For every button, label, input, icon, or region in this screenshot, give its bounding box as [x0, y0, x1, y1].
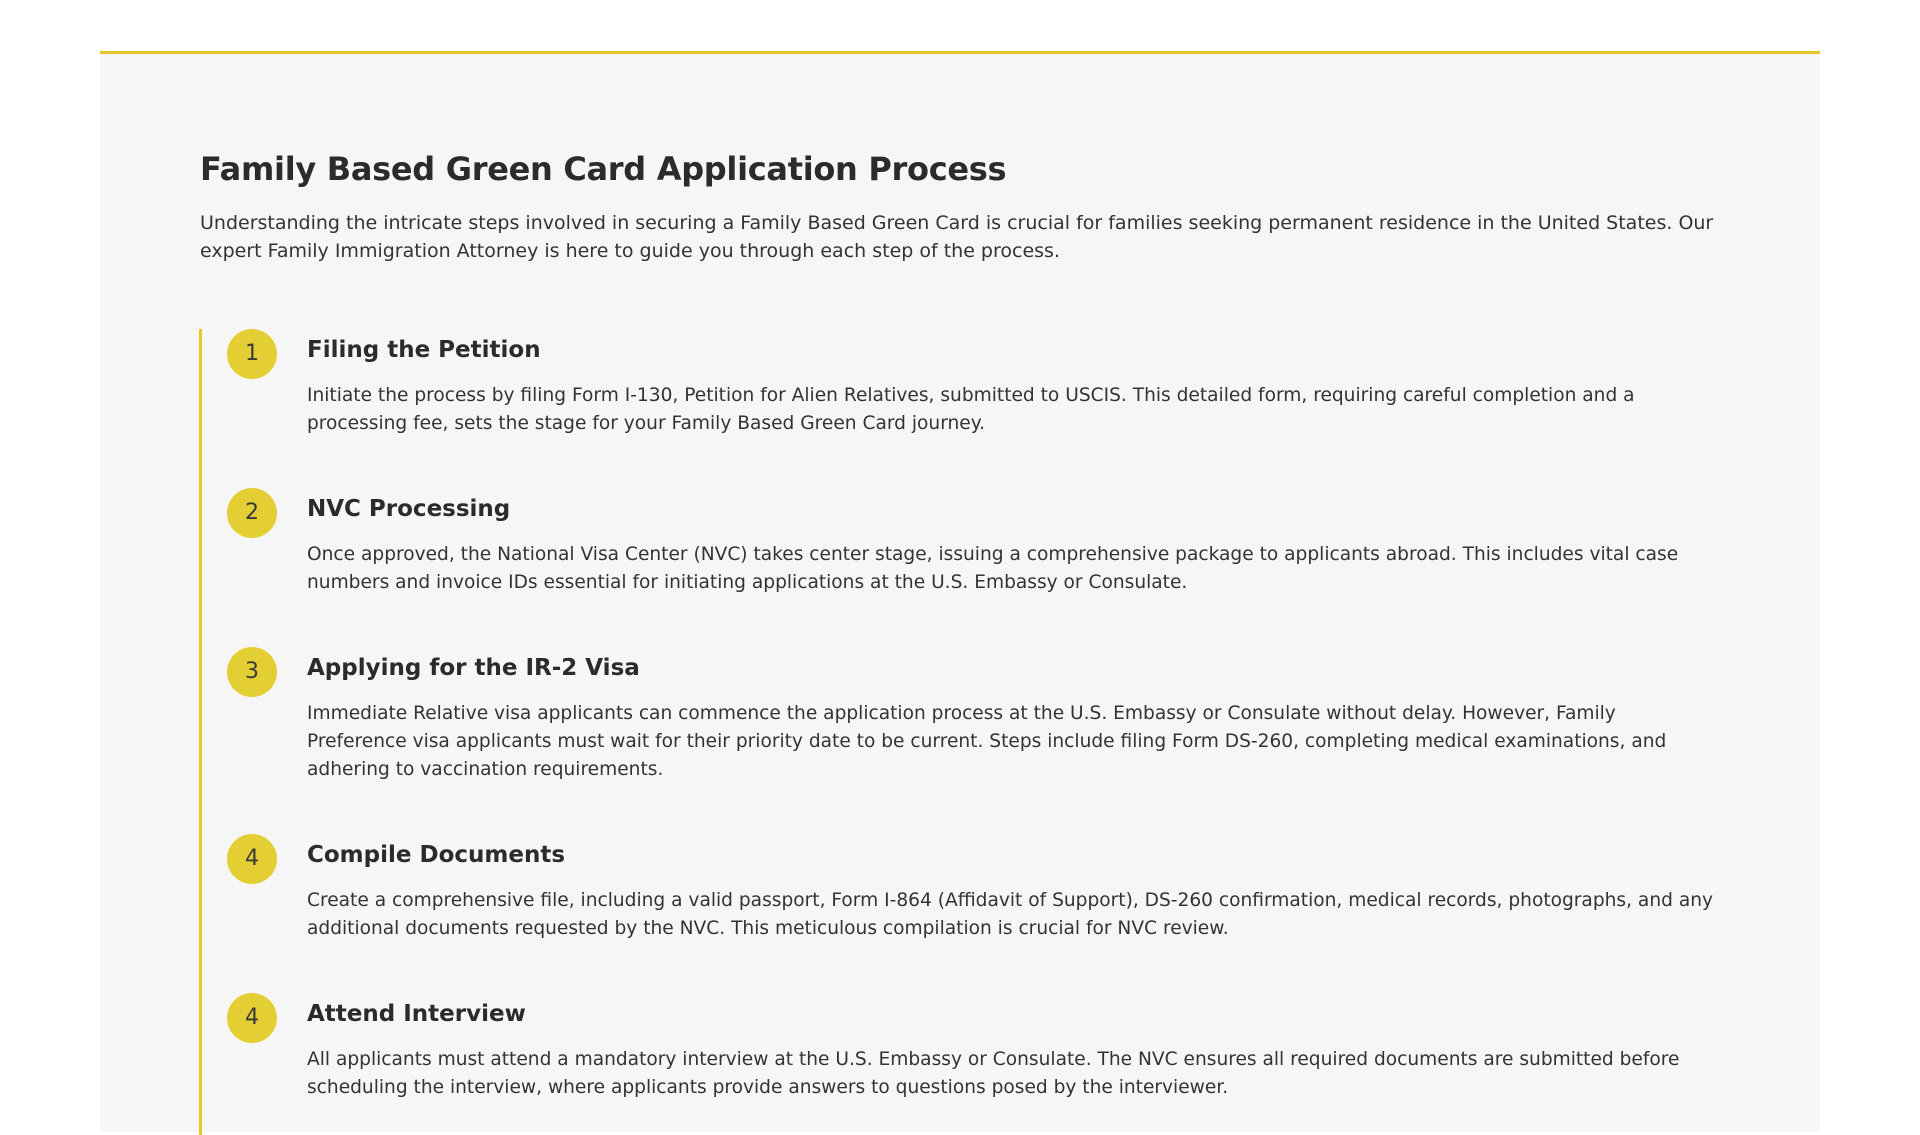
- step-description: All applicants must attend a mandatory interview at the U.S. Embassy or Consulate. The NVC ensures all required documents are submitted before scheduling the interview, where applicants provide answers to questions posed by the interviewer.: [307, 1049, 1680, 1098]
- step-number-badge: 4: [227, 993, 277, 1043]
- step-description: Initiate the process by filing Form I-130, Petition for Alien Relatives, submitted to USCIS. This detailed form, requiring careful completion and a processing fee, sets the stage for your Family Based Green Card journey.: [307, 385, 1635, 434]
- section-title: Family Based Green Card Application Process: [200, 150, 1007, 188]
- step-description: Immediate Relative visa applicants can commence the application process at the U.S. Embassy or Consulate without delay. However, Family Preference visa applicants must wait for their priority date to be current. Steps include filing Form DS-260, completing medical examinations, and adhering to vaccination requirements.: [307, 703, 1667, 780]
- step-number-badge: 1: [227, 329, 277, 379]
- step-number-badge: 3: [227, 647, 277, 697]
- step-title: NVC Processing: [307, 496, 511, 522]
- step-description: Once approved, the National Visa Center (NVC) takes center stage, issuing a comprehensive package to applicants abroad. This includes vital case numbers and invoice IDs essential for initiating applications at the U.S. Embassy or Consulate.: [307, 544, 1679, 593]
- section-intro: Understanding the intricate steps involved in securing a Family Based Green Card is crucial for families seeking permanent residence in the United States. Our expert Family Immigration Attorney is here to guide you through each step of the process.: [200, 212, 1714, 262]
- step-title: Filing the Petition: [307, 337, 541, 363]
- step-description: Create a comprehensive file, including a valid passport, Form I-864 (Affidavit of Support), DS-260 confirmation, medical records, photographs, and any additional documents requested by the NVC. This meticulous compilation is crucial for NVC review.: [307, 890, 1713, 939]
- steps-timeline: [199, 329, 1762, 1135]
- step-number-badge: 2: [227, 488, 277, 538]
- step-number-badge: 4: [227, 834, 277, 884]
- step-title: Applying for the IR-2 Visa: [307, 655, 640, 681]
- step-title: Attend Interview: [307, 1001, 526, 1027]
- step-title: Compile Documents: [307, 842, 566, 868]
- process-section: [100, 51, 1820, 1132]
